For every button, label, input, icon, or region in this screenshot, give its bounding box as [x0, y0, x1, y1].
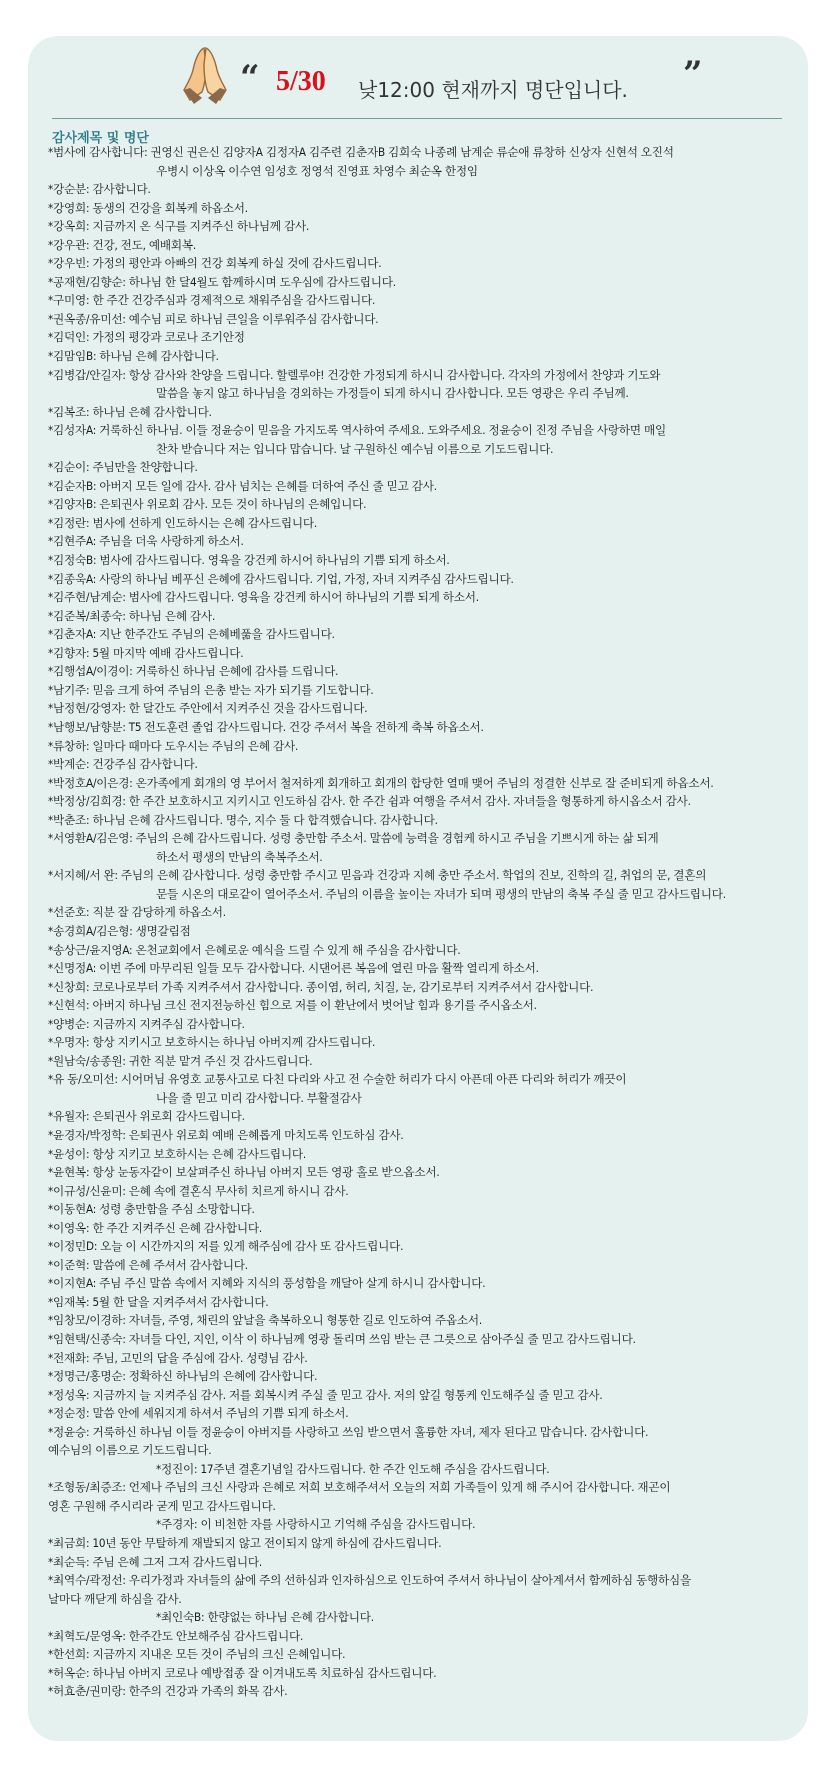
list-item: *박정상/김희경: 한 주간 보호하시고 지키시고 인도하심 감사. 한 주간 쉼과 여행을 주셔서 감사. 자녀들을 형통하게 하시옵소서 감사. — [48, 794, 691, 809]
list-item: *김성자A: 거룩하신 하나님. 이들 정윤승이 믿음을 가지도록 역사하여 주세요. 도와주세요. 정윤승이 진정 주님을 사랑하면 매일 — [48, 423, 666, 438]
header-date: 5/30 — [276, 66, 326, 97]
list-item: *이정민D: 오늘 이 시간까지의 저를 있게 해주심에 감사 또 감사드립니다. — [48, 1239, 404, 1254]
list-item: *구미영: 한 주간 건강주심과 경제적으로 채워주심을 감사드립니다. — [48, 293, 376, 308]
list-item: *김순자B: 아버지 모든 일에 감사. 감사 넘치는 은혜를 더하여 주신 줄 믿고 감사. — [48, 478, 437, 493]
list-item: *박계순: 건강주심 감사합니다. — [48, 757, 198, 772]
list-item: *이준혁: 말씀에 은혜 주셔서 감사합니다. — [48, 1257, 248, 1272]
list-item: *임현택/신종숙: 자녀들 다인, 지인, 이삭 이 하나님께 영광 돌리며 쓰임 받는 큰 그릇으로 삼아주실 줄 믿고 감사드립니다. — [48, 1332, 636, 1346]
list-item: *강영희: 동생의 건강을 회복케 하옵소서. — [48, 200, 248, 215]
list-item: *선준호: 직분 잘 감당하게 하옵소서. — [48, 905, 226, 920]
list-item-continuation: 하소서 평생의 만남의 축복주소서. — [156, 849, 323, 864]
list-item: 날마다 깨닫게 하심을 감사. — [48, 1591, 182, 1606]
list-item: *이지현A: 주님 주신 말씀 속에서 지혜와 지식의 풍성함을 깨달아 살게 하시니 감사합니다. — [48, 1276, 486, 1291]
list-item: *신현석: 아버지 하나님 크신 전지전능하신 힘으로 저를 이 환난에서 벗어날 힘과 용기를 주시옵소서. — [48, 998, 537, 1013]
list-item: *권옥종/유미선: 예수님 피로 하나님 큰일을 이루워주심 감사합니다. — [48, 311, 379, 326]
list-item: *김현주A: 주님을 더욱 사랑하게 하소서. — [48, 534, 244, 549]
list-item: *신창희: 코로나로부터 가족 지켜주셔서 감사합니다. 종이염, 허리, 치질, 눈, 감기로부터 지켜주셔서 감사합니다. — [48, 979, 594, 994]
list-item: *김주현/남계순: 범사에 감사드립니다. 영육을 강건케 하시어 하나님의 기쁨 되게 하소서. — [48, 590, 479, 605]
list-item: *원남숙/송종원: 귀한 직분 맡겨 주신 것 감사드립니다. — [48, 1053, 313, 1068]
list-item: 영혼 구원해 주시리라 굳게 믿고 감사드립니다. — [48, 1498, 276, 1513]
list-item-continuation: *주경자: 이 비천한 자를 사랑하시고 기억해 주심을 감사드립니다. — [156, 1517, 476, 1532]
list-item: *정성옥: 지금까지 늘 지켜주심 감사. 저를 회복시켜 주실 줄 믿고 감사. 저의 앞길 형통케 인도해주실 줄 믿고 감사. — [48, 1387, 603, 1402]
divider — [52, 118, 782, 119]
list-item: *김춘자A: 지난 한주간도 주님의 은혜베풂을 감사드립니다. — [48, 627, 335, 642]
list-item-continuation: 우병시 이상옥 이수연 임성호 정영석 진영표 차영수 최순옥 한정임 — [156, 163, 478, 178]
list-item-continuation: *정진이: 17주년 결혼기념일 감사드립니다. 한 주간 인도해 주심을 감사드립니다. — [156, 1461, 550, 1476]
list-item: *임창모/이경하: 자녀들, 주영, 채린의 앞날을 축복하오니 형통한 길로 인도하여 주옵소서. — [48, 1313, 482, 1328]
list-item: *이동현A: 성령 충만함을 주심 소망합니다. — [48, 1202, 255, 1217]
list-item: *최금희: 10년 동안 무탈하게 재발되지 않고 전이되지 않게 하심에 감사드립니다. — [48, 1536, 442, 1551]
list-item: *송상근/윤지영A: 온천교회에서 은혜로운 예식을 드릴 수 있게 해 주심을 감사합니다. — [48, 942, 461, 957]
list-item: *최혁도/문영옥: 한주간도 안보해주심 감사드립니다. — [48, 1628, 304, 1643]
list-item: *유 동/오미선: 시어머님 유영호 교통사고로 다친 다리와 사고 전 수술한 허리가 다시 아픈데 아픈 다리와 허리가 깨끗이 — [48, 1072, 627, 1087]
list-item: *남기주: 믿음 크게 하여 주님의 은총 받는 자가 되기를 기도합니다. — [48, 682, 374, 697]
list-item: *임재복: 5월 한 달을 지켜주셔서 감사합니다. — [48, 1294, 269, 1309]
list-item: *윤성이: 항상 지키고 보호하시는 은혜 감사드립니다. — [48, 1146, 306, 1161]
list-item: *김정란: 범사에 선하게 인도하시는 은혜 감사드립니다. — [48, 515, 317, 530]
list-item: *박정호A/이은경: 온가족에게 회개의 영 부어서 철저하게 회개하고 회개의 합당한 열매 맺어 주님의 정결한 신부로 잘 준비되게 하옵소서. — [48, 775, 714, 790]
list-item: *강우관: 건강, 전도, 예배회복. — [48, 237, 196, 252]
list-item: *한선희: 지금까지 지내온 모든 것이 주님의 크신 은혜입니다. — [48, 1647, 346, 1662]
list-item: *김순이: 주님만을 찬양합니다. — [48, 460, 198, 475]
list-item: *양병순: 지금까지 지켜주심 감사합니다. — [48, 1016, 245, 1031]
list-item: *유월자: 은퇴권사 위로회 감사드립니다. — [48, 1109, 245, 1124]
list-item: *우명자: 항상 지키시고 보호하시는 하나님 아버지께 감사드립니다. — [48, 1035, 376, 1050]
list-item: *김종욱A: 사랑의 하나님 베푸신 은혜에 감사드립니다. 기업, 가정, 자녀 지켜주심 감사드립니다. — [48, 571, 514, 586]
list-item: *김향자: 5월 마지막 예배 감사드립니다. — [48, 645, 244, 660]
list-item: *신명정A: 이번 주에 마무리된 일들 모두 감사합니다. 시댄어른 복음에 열린 마음 활짝 열리게 하소서. — [48, 961, 539, 976]
header — [28, 36, 808, 118]
list-item: *강우빈: 가정의 평안과 아빠의 건강 회복케 하실 것에 감사드립니다. — [48, 256, 382, 271]
list-item: *전재화: 주님, 고민의 답을 주심에 감사. 성령님 감사. — [48, 1350, 308, 1365]
list-item-continuation: 말씀을 놓지 않고 하나님을 경외하는 가정들이 되게 하시니 감사합니다. 모든 영광은 우리 주님께. — [156, 386, 629, 401]
close-quote: ” — [683, 54, 703, 94]
list-item: *정순정: 말씀 안에 세워지게 하셔서 주님의 기쁨 되게 하소서. — [48, 1406, 349, 1421]
list-item: *김양자B: 은퇴권사 위로회 감사. 모든 것이 하나님의 은혜입니다. — [48, 497, 367, 512]
list-item: *김복조: 하나님 은혜 감사합니다. — [48, 404, 212, 419]
list-item: *송경희A/김은형: 생명갈림점 — [48, 923, 191, 938]
list-item: *김맘임B: 하나님 은혜 감사합니다. — [48, 349, 219, 364]
list-item: *정윤승: 거룩하신 하나님 이들 정윤승이 아버지를 사랑하고 쓰임 받으면서 훌륭한 자녀, 제자 된다고 맙습니다. 감사합니다. — [48, 1424, 649, 1439]
list-item: *김정숙B: 범사에 감사드립니다. 영육을 강건케 하시어 하나님의 기쁨 되게 하소서. — [48, 553, 450, 568]
list-item: *최역수/곽정선: 우리가정과 자녀들의 삶에 주의 선하심과 인자하심으로 인도하여 주셔서 하나님이 살아계셔서 함께하심 동행하심을 — [48, 1573, 691, 1588]
prayer-list — [48, 143, 788, 1701]
list-item: *서지혜/서 완: 주님의 은혜 감사합니다. 성령 충만함 주시고 믿음과 건강과 지혜 충만 주소서. 학업의 진보, 진학의 길, 취업의 문, 결혼의 — [48, 868, 707, 883]
list-item: *김덕인: 가정의 평강과 코로나 조기안정 — [48, 330, 245, 345]
praying-hands-icon — [180, 44, 230, 106]
list-item-continuation: 문들 시온의 대로같이 열어주소서. 주님의 이름을 높이는 자녀가 되며 평생의 만남의 축복 주실 줄 믿고 감사드립니다. — [156, 886, 726, 901]
list-item: *윤경자/박정학: 은퇴권사 위로회 예배 은혜롭게 마치도록 인도하심 감사. — [48, 1127, 404, 1142]
section-title: 감사제목 및 명단 — [52, 131, 149, 146]
list-item: *강옥희: 지금까지 온 식구를 지켜주신 하나님께 감사. — [48, 219, 310, 234]
list-item-continuation: 나을 줄 믿고 미리 감사합니다. 부활절감사 — [156, 1090, 362, 1105]
list-item: *조형동/최증조: 언제나 주님의 크신 사랑과 은혜로 저희 보호해주셔서 오늘의 저희 가족들이 있게 해 주시어 감사합니다. 재곤이 — [48, 1480, 671, 1495]
list-item: *김행섭A/이경이: 거룩하신 하나님 은혜에 감사를 드립니다. — [48, 664, 339, 679]
open-quote: “ — [240, 58, 260, 98]
list-item: *윤현복: 항상 눈동자같이 보살펴주신 하나님 아버지 모든 영광 홀로 받으옵소서. — [48, 1165, 440, 1180]
list-item: *강순분: 감사합니다. — [48, 182, 151, 197]
list-item: *정명근/홍명순: 정확하신 하나님의 은혜에 감사합니다. — [48, 1369, 318, 1384]
list-item: *류창하: 일마다 때마다 도우시는 주님의 은혜 감사. — [48, 738, 299, 753]
list-item: 예수님의 이름으로 기도드립니다. — [48, 1443, 212, 1458]
prayer-list-card — [28, 36, 808, 1741]
list-item-continuation: 찬차 받습니다 저는 입니다 맙습니다. 날 구원하신 예수님 이름으로 기도드립니다. — [156, 441, 554, 456]
list-item: *공재현/김향순: 하나님 한 달4월도 함께하시며 도우심에 감사드립니다. — [48, 274, 396, 289]
list-item: *범사에 감사합니다: 권영신 권은신 김양자A 김정자A 김주련 김춘자B 김희숙 나종례 남계순 류순애 류창하 신상자 신현석 오진석 — [48, 145, 674, 159]
header-title: 낮12:00 현재까지 명단입니다. — [358, 78, 628, 102]
list-item: *김준복/최종숙: 하나님 은혜 감사. — [48, 608, 216, 623]
list-item: *서영환A/김은영: 주님의 은혜 감사드립니다. 성령 충만함 주소서. 말씀에 능력을 경험케 하시고 주님을 기쁘시게 하는 삶 되게 — [48, 831, 659, 846]
list-item: *허효춘/권미랑: 한주의 건강과 가족의 화목 감사. — [48, 1684, 288, 1699]
list-item: *남정현/강영자: 한 달간도 주안에서 지켜주신 것을 감사드립니다. — [48, 701, 368, 716]
list-item: *남행보/남향분: T5 전도훈련 졸업 감사드립니다. 건강 주셔서 복을 전하게 축복 하옵소서. — [48, 719, 484, 734]
list-item: *이영옥: 한 주간 지켜주신 은혜 감사합니다. — [48, 1220, 262, 1235]
list-item: *이규성/신윤미: 은혜 속에 결혼식 무사히 치르게 하시니 감사. — [48, 1183, 349, 1198]
list-item: *최순득: 주님 은혜 그저 그저 감사드립니다. — [48, 1554, 262, 1569]
list-item: *김병갑/안길자: 항상 감사와 찬양을 드립니다. 할렐루야! 건강한 가정되게 하시니 감사합니다. 각자의 가정에서 찬양과 기도와 — [48, 367, 661, 382]
list-item: *허옥순: 하나님 아버지 코로나 예방접종 잘 이겨내도록 치료하심 감사드립니다. — [48, 1665, 437, 1680]
list-item: *박춘조: 하나님 은혜 감사드립니다. 명수, 지수 둘 다 합격했습니다. 감사합니다. — [48, 812, 438, 827]
list-item-continuation: *최인숙B: 한량없는 하나님 은혜 감사합니다. — [156, 1610, 374, 1625]
